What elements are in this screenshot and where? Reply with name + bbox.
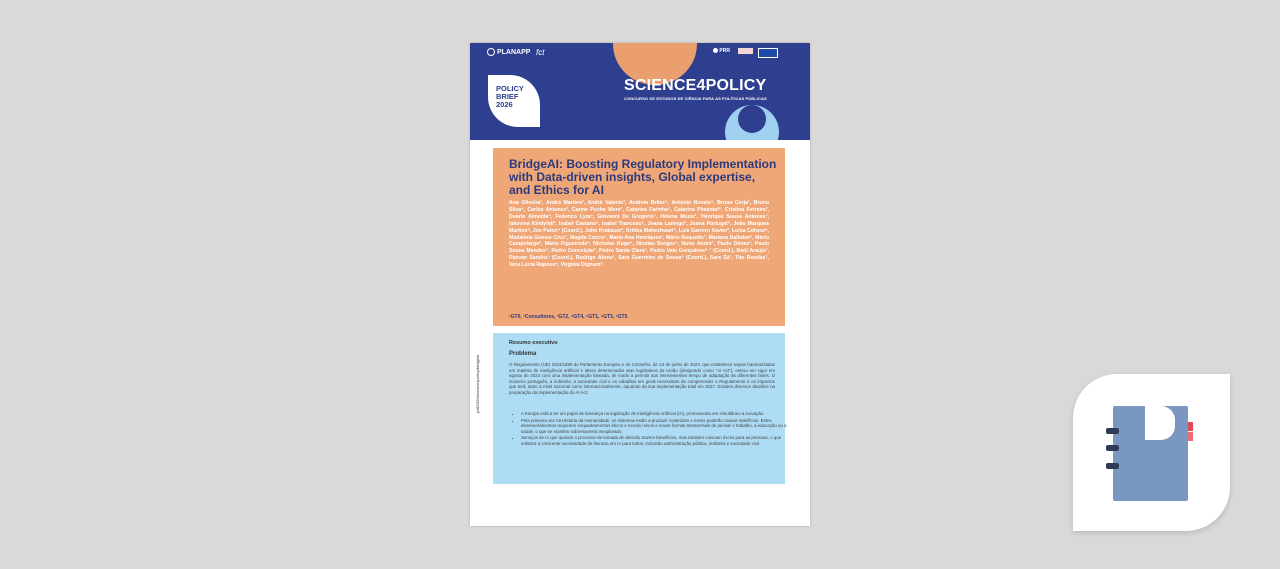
badge-line1: POLICY [496,84,524,93]
prr-logo [713,48,730,54]
summary-heading: Resumo executivo [509,340,558,346]
document-type-card[interactable] [1073,374,1230,531]
eu-flag-logo [758,48,778,58]
blue-arc-hole [738,105,766,133]
summary-subheading: Problema [509,351,537,357]
affiliations: ¹GT0, ²Consultores, ³GT2, ⁴GT4, ⁵GT1, ⁶GT3, ⁷GT5 [509,314,628,320]
ring-binder-icon [1106,463,1119,469]
planapp-label: PLANAPP [496,48,531,56]
brief-title: BridgeAI: Boosting Regulatory Implementation with Data-driven insights, Global expertise, and Ethics for AI [509,157,777,197]
policy-brief-page [470,43,810,526]
list-item: • Pela primeira vez na História da Humanidade, os sistemas estão a produzir conteúdos e esses poderão causar malefícios. Estes desenvolvimentos requerem enquadramentos éticos e morais novos e novas formas transversais de pensar o trabalho, a educação ou a saúde, o que se mantém sobremaneira inexplorado. [521,418,787,435]
bookmark-flag-icon [1188,432,1193,441]
document-header [470,43,810,140]
notebook-tab-cutout [1145,406,1175,440]
author-list: Ana Oliveira¹, André Martins², André Valente³, Andreia Britez⁴, António Novais⁵, Bruno Cerja¹, Bruno Silva⁴, Carlos Antunes², Carme Puche More³, Catarina Farinha⁵, Catarina Pimentel⁶, Cristina Ferreira³, Duarte Almeida⁴, Federico Lyra⁶, Giovanni De Gregorio⁷, Helena Moniz¹, Henrique Sousa Antunes⁷, Iakovina Kindylidi², Isabel Caetano⁵, Isabel Trancoso⁶, Joana Lamego², Joana Portugal⁶, João Marques Martins⁶, Joe Paton⁴ (Coord.), John Krakauer², Kritika Maheshwari⁶, Luís Garrero Xavier², Luísa Coheur⁶, Madalena Gomes Cruz⁷, Magda Cocco⁵, Maria Ana Henriques², Mário Roquette¹, Mariana Dalbdon², Mário Campolargo², Mário Figueiredo², Nicholas Kuge⁶, Nicolau Borges⁴, Nuno André¹, Paulo Dimas², Paulo Sousa Mendes⁶, Pedro Conceição², Pedro Santa Clara⁶, Pedro Vale Gonçalves⁶·⁷ (Coord.), Raúl Araújo¹, Razvan Sandru⁵ (Coord.), Rodrigo Abreu¹, Sara Guerreiro de Sousa⁶ (Coord.), Sara Sá¹, Tito Rendas⁷, Vera Lúcia Raposo⁶, Virgínia Dignum⁶. [509,200,769,269]
brand-title: SCIENCE4POLICY [624,77,767,94]
fct-label: fct [536,48,545,57]
summary-bullets [509,411,787,448]
prr-label: PRR [719,48,730,54]
badge-line3: 2026 [496,100,513,109]
list-item: • Serviços de IA que apoiam o processo de tomada de decisão trazem benefícios, mas também colocam riscos para as pessoas, o que enfatiza a crescente necessidade de literacia em IA para todos, incluindo administração pública, indústria e sociedade civil. [521,435,787,446]
fct-logo [536,48,544,57]
title-block [493,148,785,326]
badge-line2: BRIEF [496,92,519,101]
planapp-logo [487,48,530,56]
ring-binder-icon [1106,445,1119,451]
summary-paragraph: O Regulamento (UE) 2024/1689 do Parlamento Europeu e do Conselho, de 13 de junho de 2024, que estabelece regras harmonizadas em matéria de inteligência artificial e altera determinados atos legislativos da União (designado como "AI Act"), entrou em vigor em agosto de 2024 com uma implementação faseada, de modo a permitir aos intervenientes tempo de adaptação às diferentes fases. O Governo português, a indústria, a sociedade civil e os cidadãos em geral necessitam de compreender o Regulamento e os impactos que terá, tanto a nível nacional como internacionalmente, aquando da sua implementação total em 2027. Existem diversos desafios na preparação da implementação do AI Act: [509,362,775,395]
brand-subtitle: CONCURSO DE ESTUDOS DE CIÊNCIA PARA AS POLÍTICAS PÚBLICAS [624,96,767,101]
policy-brief-badge [488,75,540,127]
bookmark-flag-icon [1188,422,1193,431]
list-item: • A Europa está a ter um papel de liderança na legislação de Inteligência Artificial (IA), promovendo em simultâneo a inovação. [521,411,787,417]
side-code: pdf/2026/science4policy/bridgeai [475,354,480,413]
republica-logo [738,48,753,54]
summary-block [493,333,785,484]
ring-binder-icon [1106,428,1119,434]
